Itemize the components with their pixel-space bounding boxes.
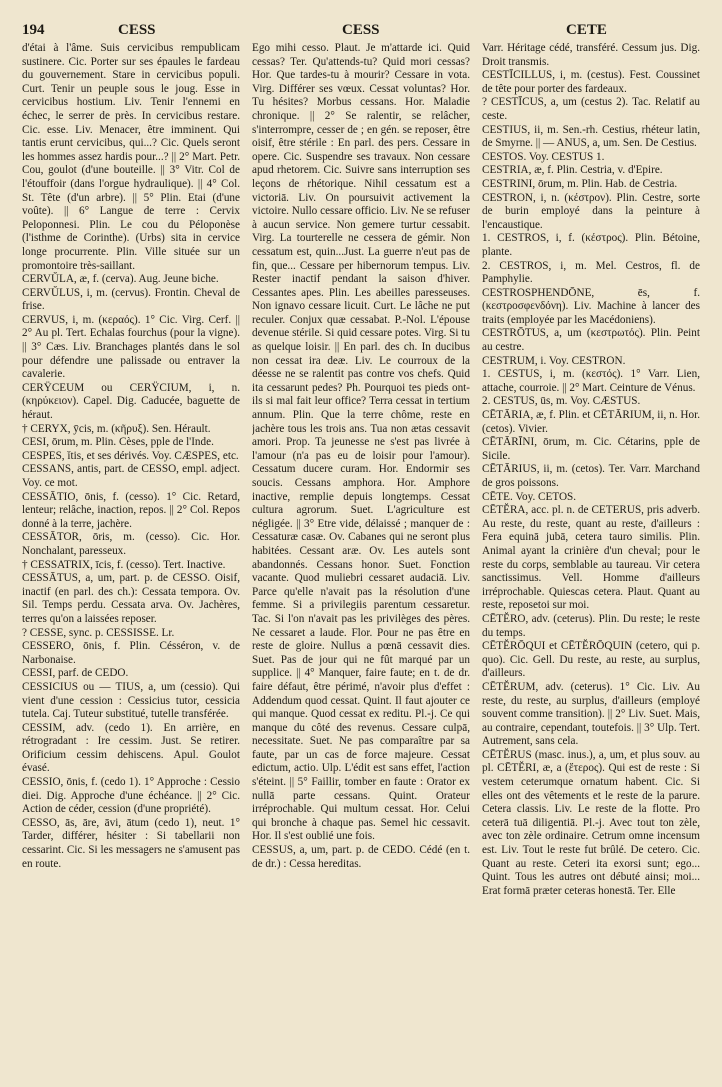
page-number: 194 <box>22 22 45 38</box>
dictionary-entry: CESTRUM, i. Voy. CESTRON. <box>482 354 626 367</box>
dictionary-entry: ? CESTĪCUS, a, um (cestus 2). Tac. Relatif au ceste. <box>482 96 700 122</box>
dictionary-entry: 2. CESTUS, ūs, m. Voy. CÆSTUS. <box>482 395 641 408</box>
dictionary-entry: Varr. Héritage cédé, transféré. Cessum jus. Dig. Droit transmis. <box>482 42 700 68</box>
column-3 <box>482 42 700 1080</box>
dictionary-entry: CESTRINI, ōrum, m. Plin. Hab. de Cestria. <box>482 177 678 190</box>
running-head <box>0 22 722 40</box>
dictionary-entry: CESSIO, ōnis, f. (cedo 1). 1° Approche : Cessio diei. Dig. Approche d'une échéance. || 2° Cic. Action de céder, cession (d'une propriété). <box>22 776 240 816</box>
column-1 <box>22 42 240 1080</box>
running-head-right: CETE <box>566 22 607 38</box>
dictionary-entry: CESTOS. Voy. CESTUS 1. <box>482 150 605 163</box>
dictionary-entry: CĒTE. Voy. CETOS. <box>482 490 577 503</box>
column-2 <box>252 42 470 1080</box>
dictionary-entry: CĒTĀRIUS, ii, m. (cetos). Ter. Varr. Marchand de gros poissons. <box>482 463 700 489</box>
dictionary-entry: ? CESSE, sync. p. CESSISSE. Lr. <box>22 626 175 639</box>
dictionary-entry: CESSERO, ōnis, f. Plin. Césséron, v. de Narbonaise. <box>22 640 240 666</box>
dictionary-entry: CESPES, ĭtis, et ses dérivés. Voy. CÆSPES, etc. <box>22 449 239 462</box>
dictionary-entry: CERŸCEUM ou CERŸCIUM, i, n. (κηρύκειον). Capel. Dig. Caducée, baguette de héraut. <box>22 381 240 422</box>
dictionary-entry: CESTRŌTUS, a, um (κεστρωτός). Plin. Peint au cestre. <box>482 327 700 354</box>
dictionary-entry: CĒTĔRUS (masc. inus.), a, um, et plus souv. au pl. CĒTĔRI, æ, a (ἕτερος). Qui est de reste : Si vestem ceterumque ornatum habent. Cic. Si elles ont des vêtements et le reste de la parure. Cetera classis. Liv. Le reste de la flotte. Pro ceterā tuā diligentiā. Pl.-j. Avec tout ton zèle, avec ton zèle ordinaire. Cetrum omne incensum est. Liv. Tout le reste fut brûlé. De cetero. Cic. Quant au reste. Ceteri ita exorsi sunt; ego... Quint. Tous les autres ont débuté ainsi; moi... Erat formā præter ceteras honestā. Ter. Elle <box>482 748 700 897</box>
dictionary-entry: CESSANS, antis, part. de CESSO, empl. adject. Voy. ce mot. <box>22 463 240 489</box>
running-head-center: CESS <box>342 22 380 38</box>
dictionary-entry: CĒTĀRĪNI, ōrum, m. Cic. Cétarins, pple de Sicile. <box>482 436 700 462</box>
dictionary-entry: CESTRON, i, n. (κέστρον). Plin. Cestre, sorte de burin employé dans la peinture à l'encaustique. <box>482 191 700 231</box>
dictionary-entry: CĒTĔRO, adv. (ceterus). Plin. Du reste; le reste du temps. <box>482 612 700 639</box>
running-head-left: CESS <box>118 22 156 38</box>
dictionary-entry: CESSO, ās, āre, āvi, ātum (cedo 1), neut. 1° Tarder, différer, hésiter : Si tabellarii non cessarint. Cic. Si les messagers ne s'amusent pas en route. <box>22 816 240 870</box>
dictionary-entry: Ego mihi cesso. Plaut. Je m'attarde ici. Quid cessas? Ter. Qu'attends-tu? Quid mori cessas? Hor. Que tardes-tu à mourir? Cessare in vota. Virg. Différer ses vœux. Cessat voluntas? Hor. Tu hésites? Morbus cessans. Hor. Maladie chronique. || 2° Se ralentir, se relâcher, s'interrompre, cesser de ; en gén. se reposer, être oisif, être stérile : En parl. des pers. Cessare in opere. Cic. Suspendre ses travaux. Non cessare apud rhetorem. Cic. Suivre sans interruption ses leçons de rhétorique. Nihil cessatum est a victoriā. Liv. On poursuivit activement la victoire. Nullo cessare officio. Liv. Ne se refuser à aucun service. Non gemere turtur cessabit. Virg. La tourterelle ne cessera de gémir. Non cessatum est, quin...Just. La guerre n'eut pas de fin, que... Cessare per hibernorum tempus. Liv. Rester inactif pendant la saison d'hiver. Cessantes apes. Plin. Les abeilles paresseuses. Non ignavo cessare licuit. Curt. Le lâche ne put reculer. Conjux quæ cessabat. P.-Nol. L'épouse devenue stérile. Si quid cessare potes. Virg. Si tu as quelque loisir. || En parl. des ch. In ducibus non cessat ira deæ. Liv. Le courroux de la déesse ne se ralentit pas contre vos chefs. Quid ita cessarunt pedes? Ph. Pourquoi tes pieds ont-ils si mal fait leur office? Terra cessat in tertium annum. Plin. Que la terre chôme, reste en jachère tous les trois ans. Tua non ætas cessavit amori. Prop. Ta jeunesse ne s'est pas livrée à l'amour (n'a pas eu de loisir pour l'amour). Cessatum ducere curam. Hor. Endormir ses soucis. Cessans amphora. Hor. Amphore inactive, remplie depuis longtemps. Cessat cultura agrorum. Suet. L'agriculture est négligée. || 3° Etre vide, délaissé ; manquer de : Cessaturæ casæ. Ov. Cabanes qui ne seront plus habitées. Cessant aræ. Ov. Les autels sont abandonnés. Cessans honor. Suet. Fonction vacante. Quod muliebri cessaret audaciā. Liv. Parce qu'elle n'avait pas la résolution d'une femme. Si a privilegiis parentum cessaretur. Tac. Si l'on n'avait pas les privilèges des pères. Ne cessaret a laude. Flor. Pour ne pas être en reste de gloire. Nullus a pœnā cessavit dies. Suet. Pas de jour qui ne fût marqué par un supplice. || 4° Manquer, faire faute; en t. de dr. faire défaut, être périmé, n'avoir plus d'effet : Addendum quod cessat. Quint. Il faut ajouter ce qui manque. Quod cessat ex reditu. Pl.-j. Ce qui manque du côté des revenus. Cessare culpā, necessitate. Suet. Ne pas comparaître par sa faute, par un cas de force majeure. Cessat edictum, actio. Ulp. L'édit est sans effet, l'action s'éteint. || 5° Faillir, tomber en faute : Orator ex nullā parte cessans. Quint. Orateur irréprochable. Qui multum cessat. Hor. Celui qui bronche à chaque pas. Semel hic cessavit. Hor. Il s'est oublié une fois. <box>252 42 470 843</box>
dictionary-entry: † CESSATRIX, īcis, f. (cesso). Tert. Inactive. <box>22 558 226 571</box>
dictionary-entry: CESSIM, adv. (cedo 1). En arrière, en rétrogradant : Ire cessim. Just. Se retirer. Orificium cessim dehiscens. Apul. Goulot évasé. <box>22 721 240 775</box>
dictionary-entry: CĒTĀRIA, æ, f. Plin. et CĒTĀRIUM, ii, n. Hor. (cetos). Vivier. <box>482 409 700 435</box>
dictionary-entry: CESTRIA, æ, f. Plin. Cestria, v. d'Epire. <box>482 164 663 177</box>
dictionary-entry: CERVŬLUS, i, m. (cervus). Frontin. Cheval de frise. <box>22 286 240 313</box>
dictionary-entry: CESTROSPHENDŌNE, ēs, f. (κεστροσφενδόνη). Liv. Machine à lancer des traits (employée par les Macédoniens). <box>482 286 700 326</box>
dictionary-entry: d'étai à l'âme. Suis cervicibus rempublicam sustinere. Cic. Porter sur ses épaules le fardeau du gouvernement. Stare in cervicibus populi. Curt. Tenir un peuple sous le joug. Esse in cervicibus hostium. Liv. Tenir l'ennemi en échec, le serrer de près. In cervicibus restare. Cic. esse. Liv. Menacer, être imminent. Qui tantis erunt cervicibus, qui...? Cic. Quels seront les hommes assez hardis pour...? || 2° Mart. Petr. Cou, goulot (d'une bouteille. || 3° Vitr. Col de l'étouffoir (dans l'orgue hydraulique). || 4° Col. St. Tête (d'un arbre). || 5° Plin. Etai (d'une voûte). || 6° Langue de terre : Cervix Peloponnesi. Plin. Le cou du Péloponèse (l'isthme de Corinthe). (Urbs) sita in cervice longe procurrente. Plin. Ville située sur un promontoire très-saillant. <box>22 42 240 272</box>
dictionary-entry: 2. CESTROS, i, m. Mel. Cestros, fl. de Pamphylie. <box>482 259 700 286</box>
dictionary-entry: CERVŬLA, æ, f. (cerva). Aug. Jeune biche. <box>22 273 219 286</box>
dictionary-entry: CESTIUS, ii, m. Sen.-rh. Cestius, rhéteur latin, de Smyrne. || — ANUS, a, um. Sen. De Cestius. <box>482 123 700 150</box>
dictionary-entry: CĒTĔRA, acc. pl. n. de CETERUS, pris adverb. Au reste, du reste, quant au reste, d'ailleurs : Fera equinā jubā, cetera tauro similis. Plin. Animal ayant la crinière d'un cheval; pour le reste du corps, semblable au taureau. Vir cetera sanctissimus. Vell. Homme d'ailleurs irréprochable. Quiescas cetera. Plaut. Quant au reste, reposetoi sur moi. <box>482 504 700 612</box>
dictionary-entry: CESSĀTOR, ōris, m. (cesso). Cic. Hor. Nonchalant, paresseux. <box>22 531 240 557</box>
dictionary-entry: 1. CESTROS, i, f. (κέστρος). Plin. Bétoine, plante. <box>482 232 700 258</box>
dictionary-entry: † CERYX, ȳcis, m. (κῆρυξ). Sen. Hérault. <box>22 422 211 435</box>
dictionary-entry: CERVUS, i, m. (κεραός). 1° Cic. Virg. Cerf. || 2° Au pl. Tert. Echalas fourchus (pour la vigne). || 3° Cæs. Liv. Branchages plantés dans le sol pour défendre une palissade ou entraver la cavalerie. <box>22 313 240 381</box>
dictionary-entry: CESSUS, a, um, part. p. de CEDO. Cédé (en t. de dr.) : Cessa hereditas. <box>252 844 470 870</box>
dictionary-entry: CESI, ōrum, m. Plin. Cèses, pple de l'Inde. <box>22 436 214 449</box>
dictionary-entry: CESSI, parf. de CEDO. <box>22 667 129 680</box>
dictionary-entry: CĒTĔRUM, adv. (ceterus). 1° Cic. Liv. Au reste, du reste, au surplus, d'ailleurs (employé souvent comme transition). || 2° Liv. Suet. Mais, au contraire, cependant, toutefois. || 3° Ulp. Tert. Autrement, sans cela. <box>482 680 700 748</box>
dictionary-entry: CESSĀTUS, a, um, part. p. de CESSO. Oisif, inactif (en parl. des ch.): Cessata tempora. Ov. Sil. Temps perdu. Cessata arva. Ov. Jachères, terres qu'on a laissées reposer. <box>22 572 240 625</box>
dictionary-entry: CESSICIUS ou — TIUS, a, um (cessio). Qui vient d'une cession : Cessicius tutor, cessicia tutela. Caj. Tuteur substitué, tutelle transférée. <box>22 680 240 721</box>
text-columns <box>22 42 700 1080</box>
dictionary-entry: 1. CESTUS, i, m. (κεστός). 1° Varr. Lien, attache, courroie. || 2° Mart. Ceinture de Vénus. <box>482 368 700 394</box>
dictionary-entry: CĒTĔRŌQUI et CĒTĔRŌQUIN (cetero, qui p. quo). Cic. Gell. Du reste, au reste, au surplus, d'ailleurs. <box>482 640 700 680</box>
dictionary-entry: CESTĪCILLUS, i, m. (cestus). Fest. Coussinet de tête pour porter des fardeaux. <box>482 69 700 95</box>
dictionary-entry: CESSĀTIO, ōnis, f. (cesso). 1° Cic. Retard, lenteur; relâche, inaction, repos. || 2° Col. Repos donné à la terre, jachère. <box>22 490 240 530</box>
